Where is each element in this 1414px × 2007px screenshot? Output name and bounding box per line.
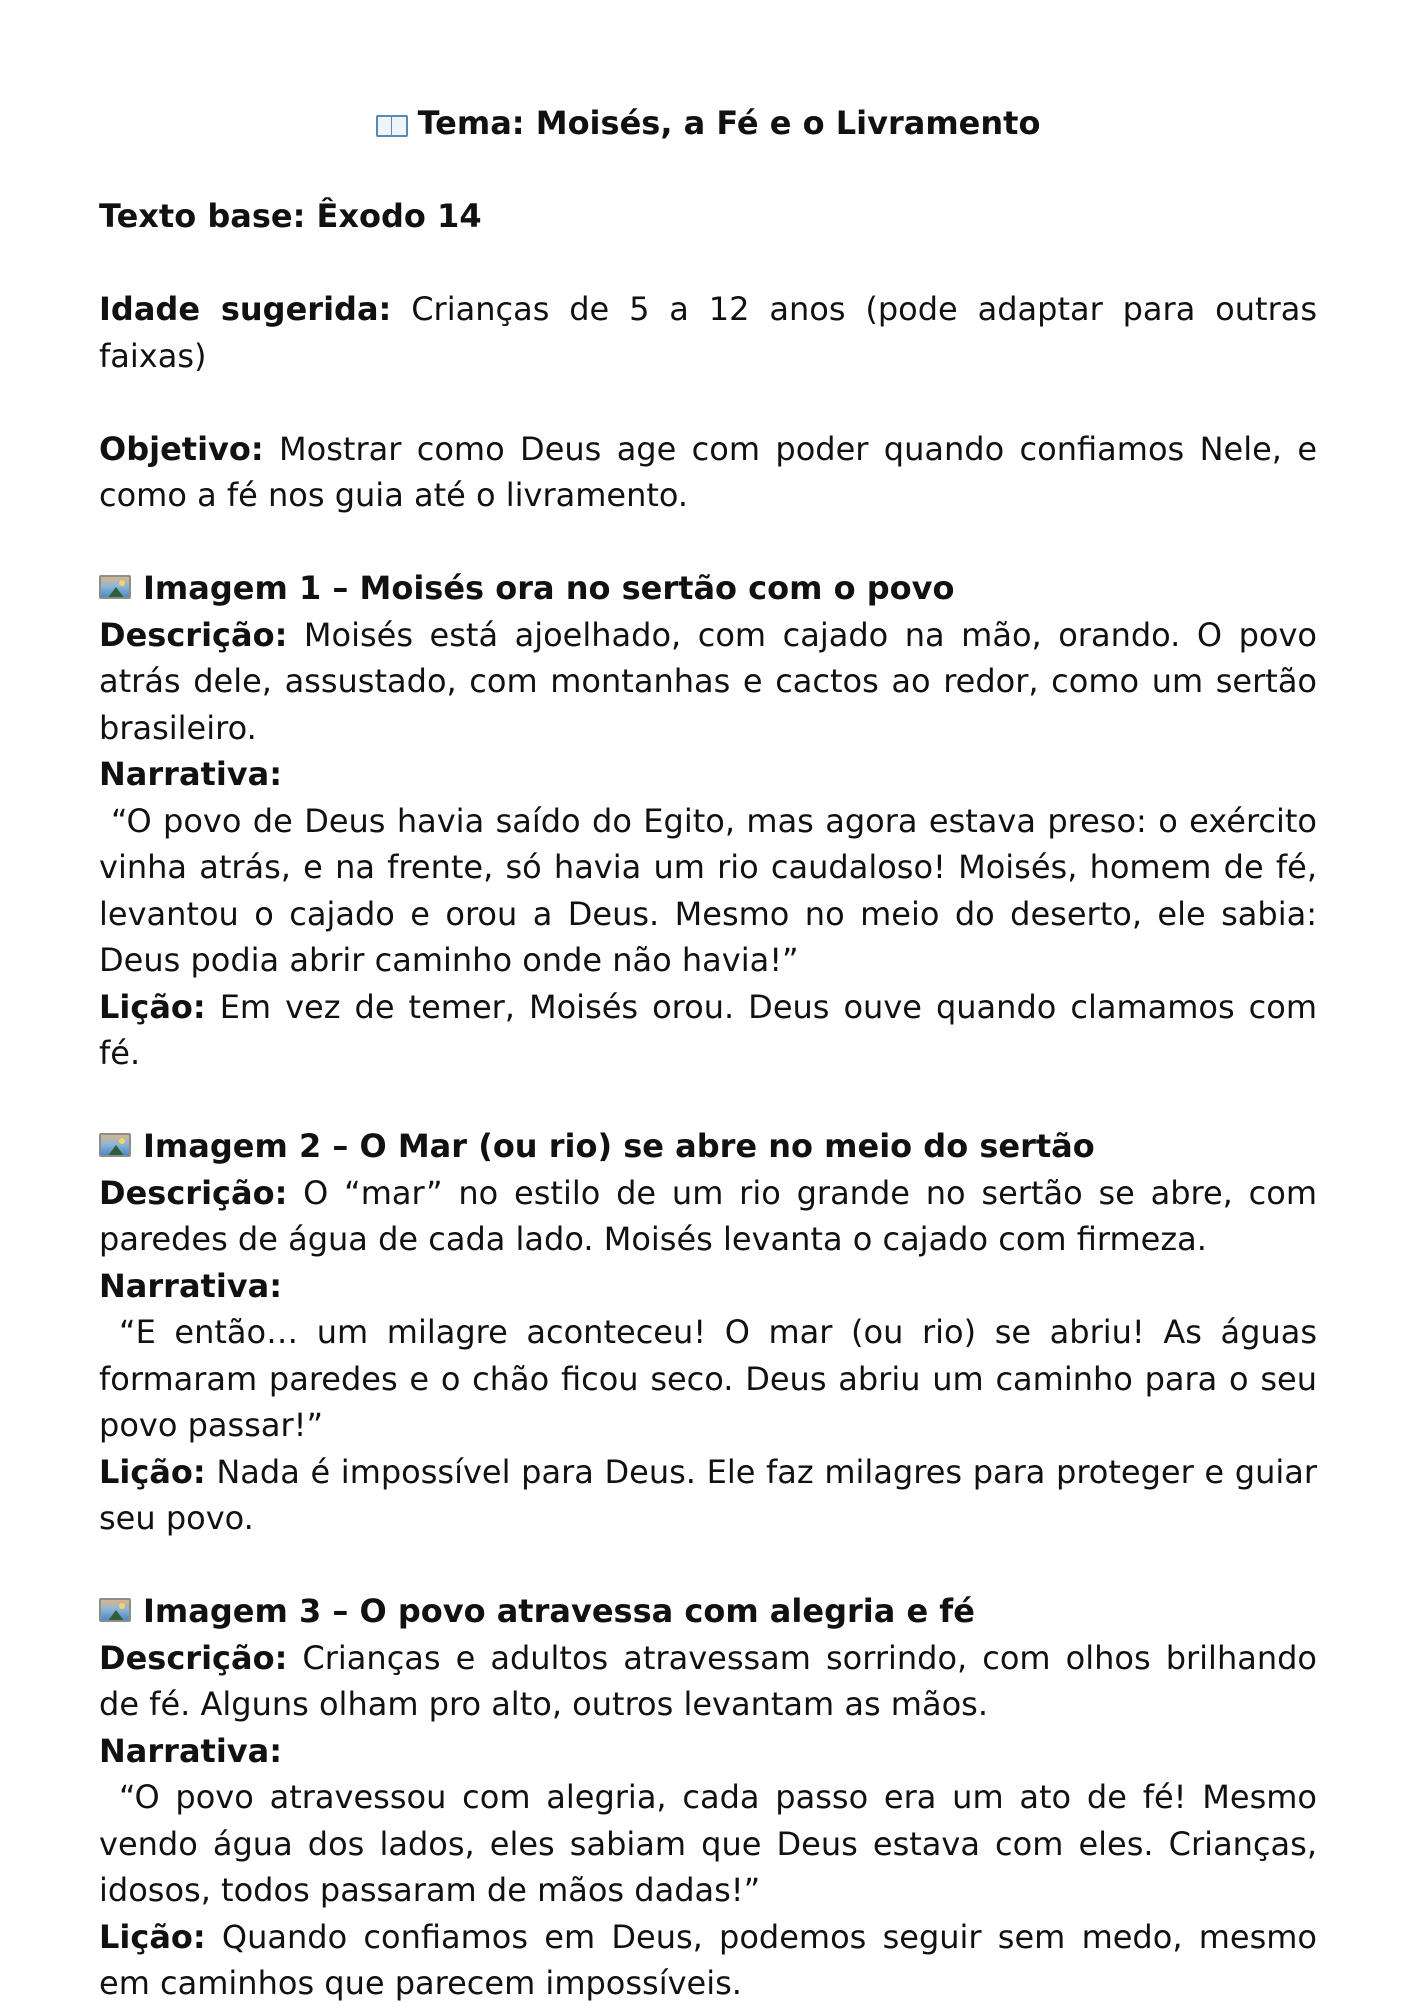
section-heading-text: Imagem 1 – Moisés ora no sertão com o povo (143, 569, 955, 607)
description-label: Descrição: (99, 1638, 288, 1677)
description-text: O “mar” no estilo de um rio grande no sertão se abre, com paredes de água de cada lado. Moisés levanta o cajado com firmeza. (99, 1173, 1317, 1258)
description-paragraph (99, 1635, 1317, 1728)
description-label: Descrição: (99, 615, 288, 654)
objective-label: Objetivo: (99, 429, 264, 468)
suggested-age-line (99, 286, 1317, 379)
lesson-label: Lição: (99, 987, 206, 1026)
image-section-1 (99, 565, 1317, 1077)
section-heading (99, 565, 1317, 612)
narrative-label: Narrativa: (99, 1266, 283, 1305)
description-label: Descrição: (99, 1173, 288, 1212)
lesson-paragraph (99, 984, 1317, 1077)
lesson-text: Quando confiamos em Deus, podemos seguir sem medo, mesmo em caminhos que parecem impossíveis. (99, 1917, 1317, 2002)
section-heading (99, 1123, 1317, 1170)
base-text-line (99, 193, 1317, 240)
suggested-age-value: Crianças de 5 a 12 anos (pode adaptar para outras faixas) (99, 290, 1318, 375)
narrative-text: “O povo atravessou com alegria, cada passo era um ato de fé! Mesmo vendo água dos lados, eles sabiam que Deus estava com eles. Crianças, idosos, todos passaram de mãos dadas!” (99, 1778, 1317, 1909)
image-section-2 (99, 1123, 1317, 1542)
lesson-label: Lição: (99, 1917, 206, 1956)
lesson-text: Em vez de temer, Moisés orou. Deus ouve quando clamamos com fé. (99, 987, 1317, 1072)
page-title (99, 100, 1317, 147)
framed-picture-icon (99, 575, 131, 599)
objective-text: Mostrar como Deus age com poder quando confiamos Nele, e como a fé nos guia até o livramento. (99, 429, 1317, 514)
framed-picture-icon (99, 1598, 131, 1622)
suggested-age-label: Idade sugerida: (99, 290, 392, 328)
framed-picture-icon (99, 1133, 131, 1157)
lesson-text: Nada é impossível para Deus. Ele faz milagres para proteger e guiar seu povo. (99, 1452, 1317, 1537)
description-text: Crianças e adultos atravessam sorrindo, com olhos brilhando de fé. Alguns olham pro alto, outros levantam as mãos. (99, 1638, 1317, 1723)
description-text: Moisés está ajoelhado, com cajado na mão, orando. O povo atrás dele, assustado, com montanhas e cactos ao redor, como um sertão brasileiro. (99, 615, 1317, 747)
section-heading-text: Imagem 3 – O povo atravessa com alegria e fé (143, 1592, 975, 1630)
section-heading-text: Imagem 2 – O Mar (ou rio) se abre no meio do sertão (143, 1127, 1095, 1165)
narrative-label: Narrativa: (99, 755, 283, 793)
lesson-label: Lição: (99, 1452, 206, 1491)
narrative-text: “E então… um milagre aconteceu! O mar (ou rio) se abriu! As águas formaram paredes e o chão ficou seco. Deus abriu um caminho para o seu povo passar!” (99, 1313, 1317, 1444)
narrative-label: Narrativa: (99, 1731, 283, 1770)
narrative-text: “O povo de Deus havia saído do Egito, mas agora estava preso: o exército vinha atrás, e na frente, só havia um rio caudaloso! Moisés, homem de fé, levantou o cajado e orou a Deus. Mesmo no meio do deserto, ele sabia: Deus podia abrir caminho onde não havia!” (99, 801, 1317, 979)
lesson-paragraph (99, 1914, 1317, 2007)
description-paragraph (99, 612, 1317, 752)
lesson-paragraph (99, 1449, 1317, 1542)
page-title-text: Tema: Moisés, a Fé e o Livramento (417, 104, 1041, 142)
description-paragraph (99, 1170, 1317, 1263)
open-book-icon (376, 113, 408, 135)
document-page (99, 100, 1317, 2007)
objective-paragraph (99, 426, 1317, 519)
section-heading (99, 1588, 1317, 1635)
base-text: Texto base: Êxodo 14 (99, 197, 482, 235)
image-section-3 (99, 1588, 1317, 2007)
